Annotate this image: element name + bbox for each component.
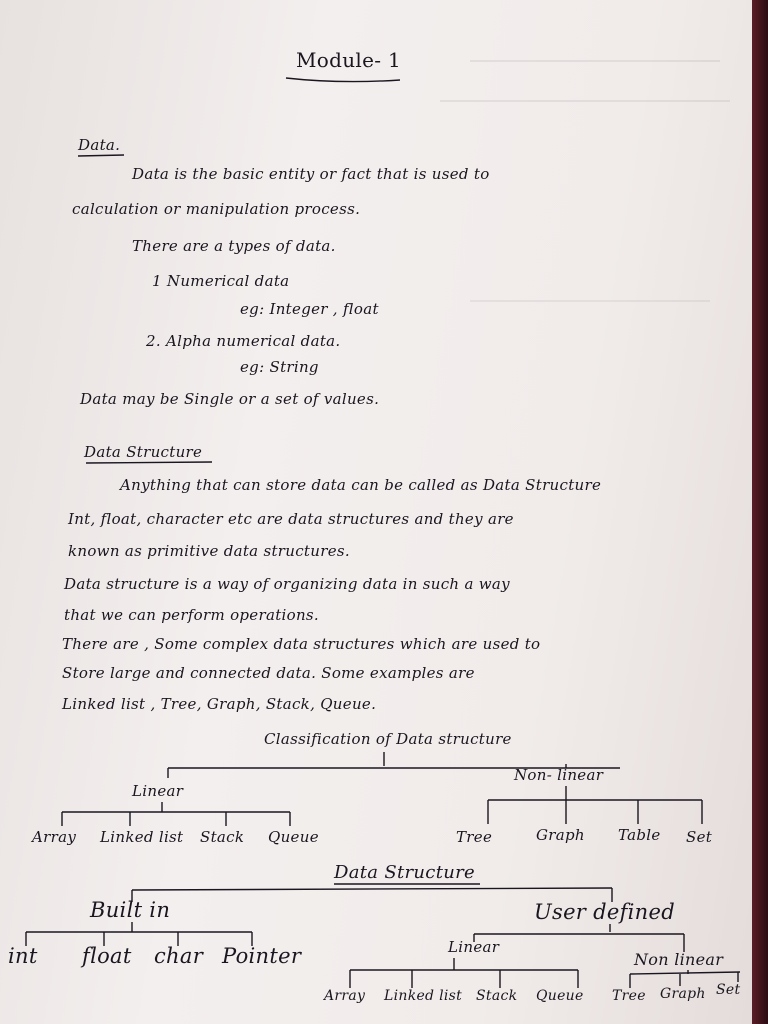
tree2-sub-left: Linear xyxy=(448,938,500,956)
tree1-title: Classification of Data structure xyxy=(264,730,512,748)
tree2-title: Data Structure xyxy=(334,862,475,883)
ds-paragraph-line-4: Data structure is a way of organizing data in such a way xyxy=(64,575,510,593)
tree1-right-item: Graph xyxy=(536,826,585,844)
tree2-sub-right: Non linear xyxy=(634,950,724,969)
data-item-1: 1 Numerical data xyxy=(152,272,290,290)
tree2-left-item: int xyxy=(8,944,38,968)
ds-paragraph-line-6: There are , Some complex data structures which are used to xyxy=(62,635,541,653)
tree1-right-item: Set xyxy=(686,828,713,846)
tree2-sub-item: Tree xyxy=(612,988,646,1004)
tree2-sub-item: Graph xyxy=(660,986,706,1002)
data-item-2: 2. Alpha numerical data. xyxy=(146,332,341,350)
ds-paragraph-line-8: Linked list , Tree, Graph, Stack, Queue. xyxy=(62,695,377,713)
tree2-sub-item: Queue xyxy=(536,988,584,1004)
tree2-right-branch: User defined xyxy=(534,900,675,924)
tree2-left-item: Pointer xyxy=(222,944,302,968)
ds-paragraph-line-3: known as primitive data structures. xyxy=(68,542,350,560)
ds-paragraph-line-7: Store large and connected data. Some examples are xyxy=(62,664,475,682)
tree2-sub-item: Stack xyxy=(476,988,518,1004)
data-line-3: There are a types of data. xyxy=(132,237,336,255)
title-underline xyxy=(286,78,400,82)
tree1-right-branch: Non- linear xyxy=(514,766,604,784)
data-item-2-example: eg: String xyxy=(240,358,319,376)
tree1-left-branch: Linear xyxy=(132,782,184,800)
ds-heading-underline xyxy=(86,462,212,463)
tree2-sub-item: Set xyxy=(716,982,741,998)
data-line-2: calculation or manipulation process. xyxy=(72,200,361,218)
page-title: Module- 1 xyxy=(296,48,401,72)
tree1-right-item: Tree xyxy=(456,828,493,846)
ds-paragraph-line-2: Int, float, character etc are data structures and they are xyxy=(68,510,514,528)
tree2-nonlinear-bar xyxy=(630,972,740,974)
tree2-left-branch: Built in xyxy=(90,898,171,922)
tree1-left-item: Array xyxy=(32,828,77,846)
data-line-4: Data may be Single or a set of values. xyxy=(80,390,380,408)
data-heading: Data. xyxy=(78,136,121,154)
ds-heading: Data Structure xyxy=(84,443,203,461)
page-edge-shadow xyxy=(752,0,768,1024)
data-line-1: Data is the basic entity or fact that is used to xyxy=(132,165,490,183)
ds-paragraph-line-5: that we can perform operations. xyxy=(64,606,319,624)
tree1-left-item: Linked list xyxy=(100,828,184,846)
tree2-sub-item: Array xyxy=(324,988,366,1004)
tree1-left-item: Queue xyxy=(268,828,319,846)
ds-paragraph-line-1: Anything that can store data can be called as Data Structure xyxy=(120,476,602,494)
data-item-1-example: eg: Integer , float xyxy=(240,300,379,318)
data-heading-underline xyxy=(78,155,124,156)
tree2-left-item: float xyxy=(82,944,132,968)
tree2-left-item: char xyxy=(154,944,204,968)
tree2-root-bar xyxy=(132,888,612,890)
tree2-sub-item: Linked list xyxy=(384,988,463,1004)
tree1-right-item: Table xyxy=(618,826,661,844)
tree1-left-item: Stack xyxy=(200,828,245,846)
